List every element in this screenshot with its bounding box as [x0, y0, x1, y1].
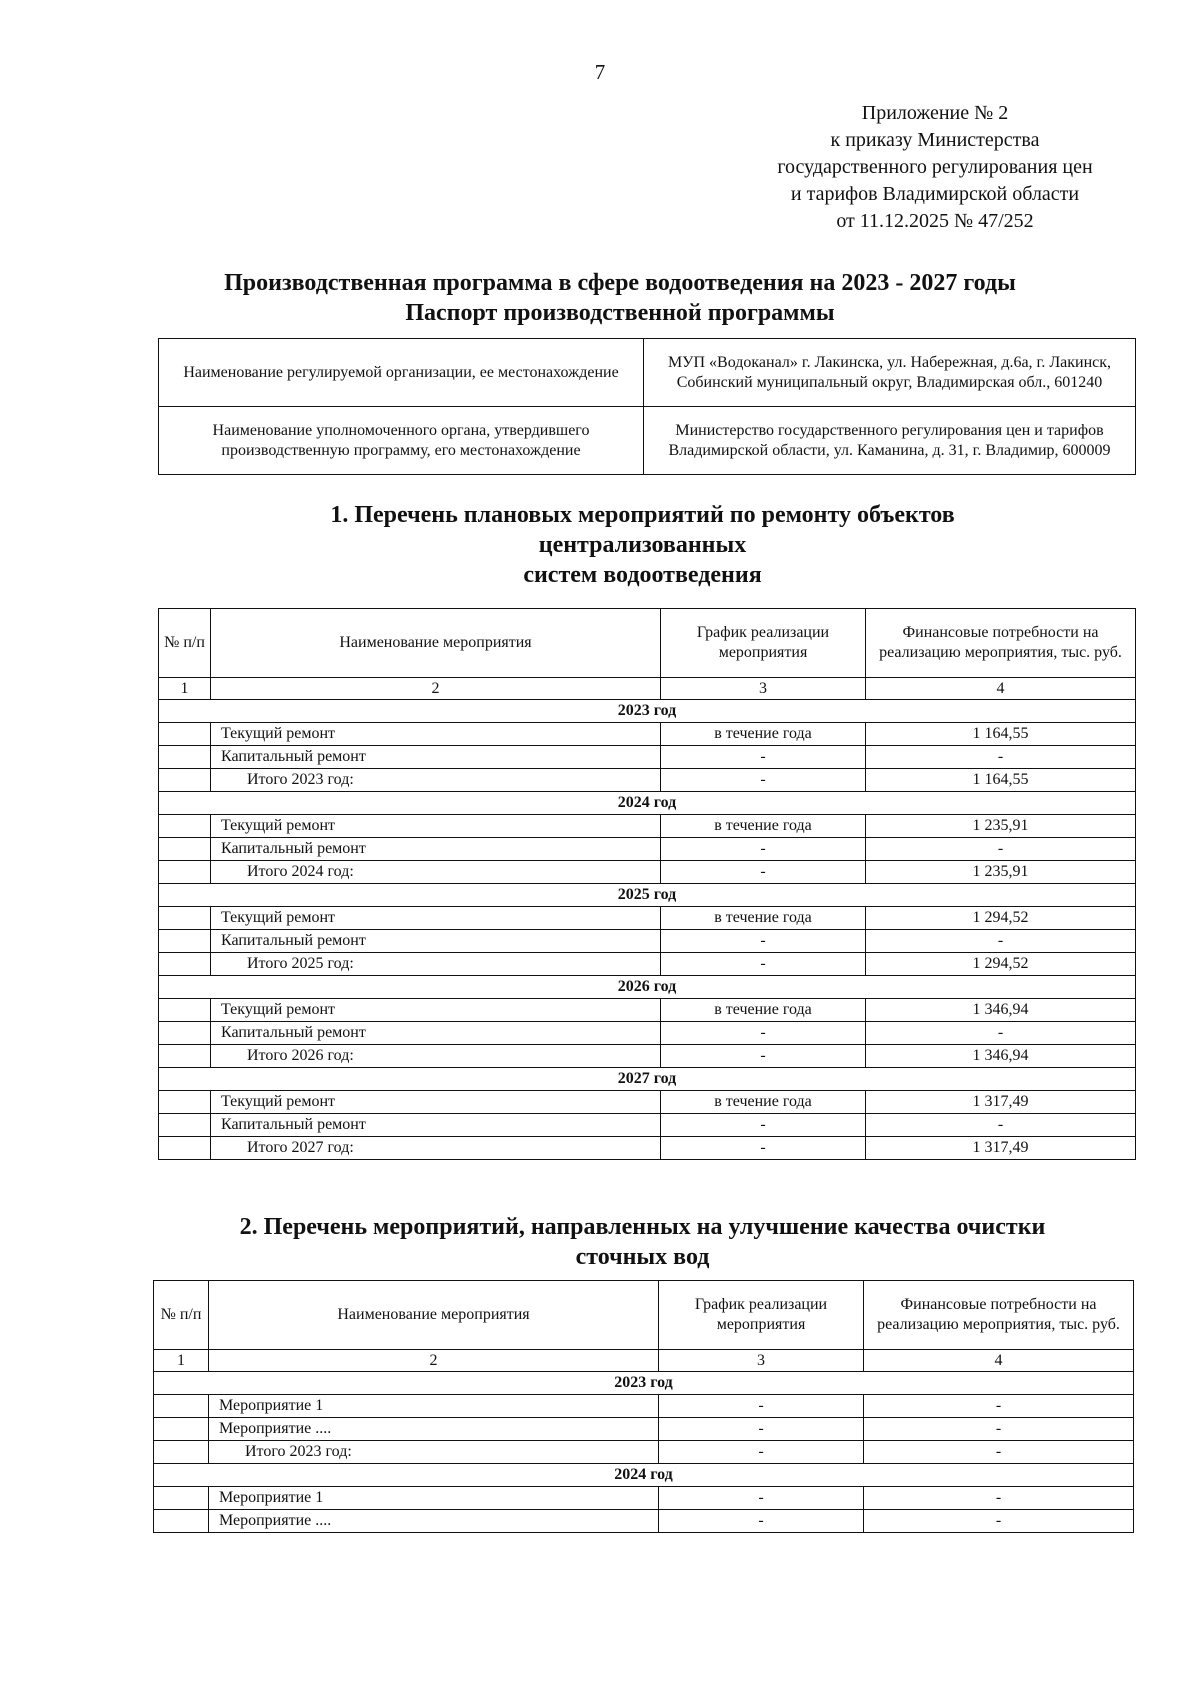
- schedule-cell: -: [659, 1510, 864, 1533]
- row-number-cell: [159, 907, 211, 930]
- schedule-cell: -: [661, 746, 866, 769]
- amount-cell: -: [864, 1487, 1134, 1510]
- measure-name: Капитальный ремонт: [211, 838, 661, 861]
- table-row: [159, 930, 1136, 953]
- amount-cell: -: [866, 746, 1136, 769]
- total-row: [159, 1045, 1136, 1068]
- section2-title-line: 2. Перечень мероприятий, направленных на улучшение качества очистки: [239, 1214, 1046, 1240]
- schedule-cell: в течение года: [661, 907, 866, 930]
- section1-title-line: систем водоотведения: [523, 562, 762, 588]
- schedule-cell: -: [661, 1137, 866, 1160]
- schedule-cell: -: [659, 1395, 864, 1418]
- schedule-cell: в течение года: [661, 723, 866, 746]
- section1-table: [158, 608, 1136, 1160]
- total-row: [154, 1441, 1134, 1464]
- table-row: [159, 907, 1136, 930]
- table-row: [159, 723, 1136, 746]
- row-number-cell: [159, 746, 211, 769]
- measure-name: Итого 2027 год:: [211, 1137, 661, 1160]
- year-row: [159, 1068, 1136, 1091]
- appendix-block: [735, 100, 1135, 235]
- year-row: [159, 700, 1136, 723]
- schedule-cell: -: [661, 1022, 866, 1045]
- total-row: [159, 769, 1136, 792]
- measure-name: Текущий ремонт: [211, 1091, 661, 1114]
- column-header: График реализации мероприятия: [661, 609, 866, 678]
- amount-cell: -: [864, 1418, 1134, 1441]
- measure-name: Итого 2025 год:: [211, 953, 661, 976]
- schedule-cell: -: [659, 1441, 864, 1464]
- appendix-line: к приказу Министерства: [830, 129, 1040, 151]
- year-row: [154, 1464, 1134, 1487]
- section2-title-line: сточных вод: [575, 1244, 710, 1270]
- row-number-cell: [159, 953, 211, 976]
- passport-title: Паспорт производственной программы: [405, 300, 835, 326]
- schedule-cell: -: [659, 1418, 864, 1441]
- schedule-cell: -: [661, 953, 866, 976]
- amount-cell: -: [864, 1395, 1134, 1418]
- table-row: [159, 815, 1136, 838]
- year-label: 2023 год: [159, 700, 1136, 723]
- measure-name: Текущий ремонт: [211, 999, 661, 1022]
- amount-cell: 1 317,49: [866, 1137, 1136, 1160]
- column-number: 4: [864, 1350, 1134, 1372]
- schedule-cell: -: [661, 861, 866, 884]
- column-header: График реализации мероприятия: [659, 1281, 864, 1350]
- amount-cell: 1 346,94: [866, 1045, 1136, 1068]
- passport-row: [159, 339, 1136, 407]
- measure-name: Текущий ремонт: [211, 907, 661, 930]
- appendix-line: государственного регулирования цен: [777, 156, 1093, 178]
- year-label: 2027 год: [159, 1068, 1136, 1091]
- row-number-cell: [159, 1022, 211, 1045]
- passport-table: [158, 338, 1136, 475]
- table-row: [154, 1510, 1134, 1533]
- year-row: [159, 976, 1136, 999]
- column-number-row: [154, 1350, 1134, 1372]
- row-number-cell: [159, 861, 211, 884]
- measure-name: Текущий ремонт: [211, 815, 661, 838]
- amount-cell: 1 317,49: [866, 1091, 1136, 1114]
- column-number: 1: [154, 1350, 209, 1372]
- measure-name: Итого 2024 год:: [211, 861, 661, 884]
- row-number-cell: [154, 1441, 209, 1464]
- measure-name: Текущий ремонт: [211, 723, 661, 746]
- year-row: [159, 792, 1136, 815]
- table-row: [154, 1418, 1134, 1441]
- table-row: [159, 746, 1136, 769]
- row-number-cell: [159, 723, 211, 746]
- total-row: [159, 1137, 1136, 1160]
- year-label: 2026 год: [159, 976, 1136, 999]
- column-number: 3: [659, 1350, 864, 1372]
- measure-name: Капитальный ремонт: [211, 1022, 661, 1045]
- year-label: 2025 год: [159, 884, 1136, 907]
- passport-label: Наименование уполномоченного органа, утвердившего производственную программу, его местонахождение: [159, 407, 644, 475]
- measure-name: Мероприятие ....: [209, 1510, 659, 1533]
- column-header: Наименование мероприятия: [211, 609, 661, 678]
- row-number-cell: [159, 815, 211, 838]
- schedule-cell: -: [661, 838, 866, 861]
- schedule-cell: -: [661, 1114, 866, 1137]
- schedule-cell: -: [661, 1045, 866, 1068]
- passport-value: МУП «Водоканал» г. Лакинска, ул. Набережная, д.6а, г. Лакинск, Собинский муниципальный округ, Владимирская обл., 601240: [644, 339, 1136, 407]
- year-row: [159, 884, 1136, 907]
- amount-cell: -: [864, 1441, 1134, 1464]
- table-row: [154, 1395, 1134, 1418]
- measure-name: Капитальный ремонт: [211, 1114, 661, 1137]
- page-number: 7: [594, 60, 606, 84]
- passport-value: Министерство государственного регулирования цен и тарифов Владимирской области, ул. Каманина, д. 31, г. Владимир, 600009: [644, 407, 1136, 475]
- row-number-cell: [154, 1418, 209, 1441]
- schedule-cell: -: [661, 930, 866, 953]
- amount-cell: 1 235,91: [866, 861, 1136, 884]
- column-header: № п/п: [159, 609, 211, 678]
- measure-name: Капитальный ремонт: [211, 746, 661, 769]
- year-label: 2024 год: [159, 792, 1136, 815]
- amount-cell: -: [866, 838, 1136, 861]
- measure-name: Капитальный ремонт: [211, 930, 661, 953]
- row-number-cell: [159, 930, 211, 953]
- table-row: [159, 1022, 1136, 1045]
- row-number-cell: [159, 1114, 211, 1137]
- passport-row: [159, 407, 1136, 475]
- year-row: [154, 1372, 1134, 1395]
- column-number: 4: [866, 678, 1136, 700]
- section2-title: [150, 1212, 1135, 1272]
- row-number-cell: [159, 838, 211, 861]
- amount-cell: 1 235,91: [866, 815, 1136, 838]
- section2-table-body: [154, 1281, 1134, 1533]
- appendix-line: от 11.12.2025 № 47/252: [836, 210, 1034, 232]
- measure-name: Мероприятие 1: [209, 1395, 659, 1418]
- row-number-cell: [159, 1137, 211, 1160]
- section1-title: [150, 500, 1135, 590]
- total-row: [159, 861, 1136, 884]
- row-number-cell: [159, 769, 211, 792]
- program-title-block: [120, 268, 1120, 328]
- row-number-cell: [159, 1091, 211, 1114]
- column-header: Финансовые потребности на реализацию мероприятия, тыс. руб.: [864, 1281, 1134, 1350]
- schedule-cell: в течение года: [661, 1091, 866, 1114]
- amount-cell: -: [864, 1510, 1134, 1533]
- column-number: 2: [211, 678, 661, 700]
- column-number: 2: [209, 1350, 659, 1372]
- column-number: 1: [159, 678, 211, 700]
- row-number-cell: [154, 1487, 209, 1510]
- column-header: Наименование мероприятия: [209, 1281, 659, 1350]
- table-row: [159, 1091, 1136, 1114]
- total-row: [159, 953, 1136, 976]
- measure-name: Мероприятие ....: [209, 1418, 659, 1441]
- amount-cell: 1 294,52: [866, 907, 1136, 930]
- amount-cell: -: [866, 930, 1136, 953]
- passport-label: Наименование регулируемой организации, ее местонахождение: [159, 339, 644, 407]
- amount-cell: 1 294,52: [866, 953, 1136, 976]
- measure-name: Итого 2023 год:: [209, 1441, 659, 1464]
- column-header: № п/п: [154, 1281, 209, 1350]
- appendix-line: Приложение № 2: [861, 102, 1009, 124]
- schedule-cell: -: [661, 769, 866, 792]
- row-number-cell: [154, 1510, 209, 1533]
- column-header: Финансовые потребности на реализацию мероприятия, тыс. руб.: [866, 609, 1136, 678]
- column-number-row: [159, 678, 1136, 700]
- table-row: [159, 999, 1136, 1022]
- header-row: [154, 1281, 1134, 1350]
- section1-table-body: [159, 609, 1136, 1160]
- amount-cell: 1 346,94: [866, 999, 1136, 1022]
- row-number-cell: [154, 1395, 209, 1418]
- column-number: 3: [661, 678, 866, 700]
- section2-table: [153, 1280, 1134, 1533]
- row-number-cell: [159, 1045, 211, 1068]
- appendix-line: и тарифов Владимирской области: [790, 183, 1080, 205]
- schedule-cell: в течение года: [661, 815, 866, 838]
- amount-cell: 1 164,55: [866, 769, 1136, 792]
- schedule-cell: в течение года: [661, 999, 866, 1022]
- program-title: Производственная программа в сфере водоотведения на 2023 - 2027 годы: [224, 270, 1016, 296]
- year-label: 2023 год: [154, 1372, 1134, 1395]
- amount-cell: -: [866, 1114, 1136, 1137]
- table-row: [159, 1114, 1136, 1137]
- section1-title-line: централизованных: [538, 532, 747, 558]
- amount-cell: -: [866, 1022, 1136, 1045]
- measure-name: Итого 2026 год:: [211, 1045, 661, 1068]
- measure-name: Мероприятие 1: [209, 1487, 659, 1510]
- header-row: [159, 609, 1136, 678]
- section1-title-line: 1. Перечень плановых мероприятий по ремонту объектов: [330, 502, 955, 528]
- table-row: [159, 838, 1136, 861]
- table-row: [154, 1487, 1134, 1510]
- measure-name: Итого 2023 год:: [211, 769, 661, 792]
- schedule-cell: -: [659, 1487, 864, 1510]
- row-number-cell: [159, 999, 211, 1022]
- amount-cell: 1 164,55: [866, 723, 1136, 746]
- year-label: 2024 год: [154, 1464, 1134, 1487]
